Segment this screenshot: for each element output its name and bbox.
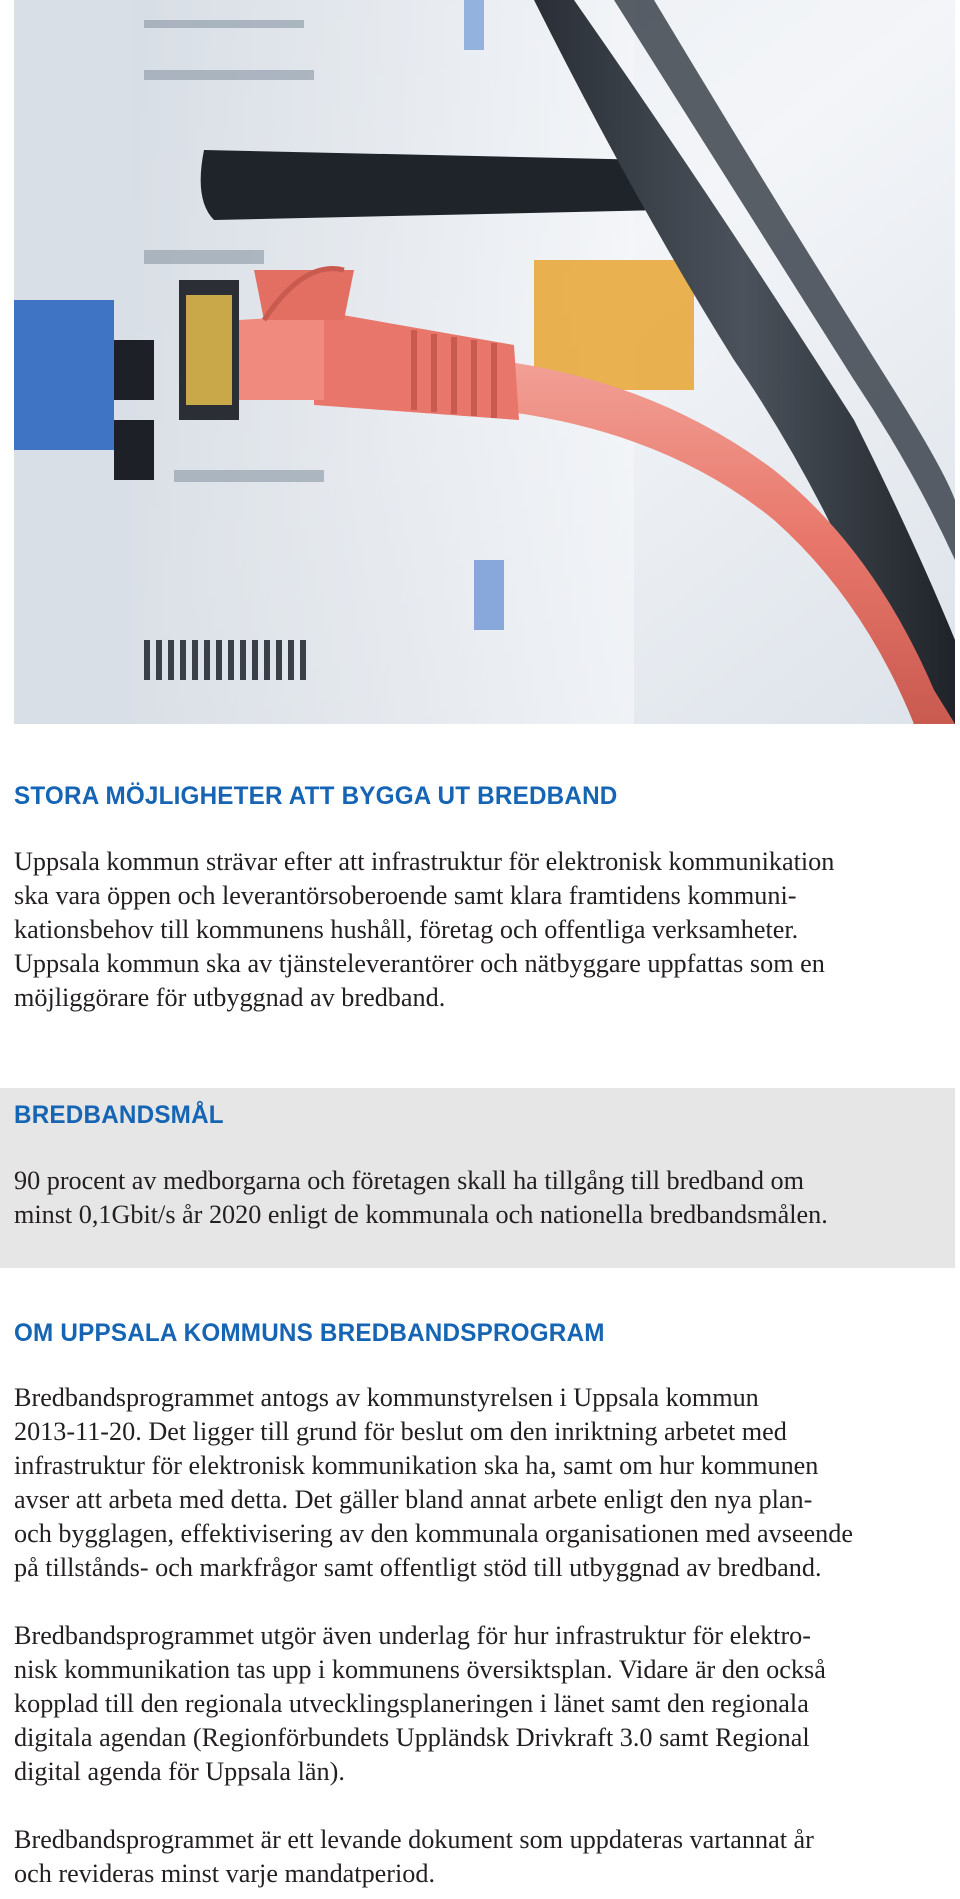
heading-goal: BREDBANDSMÅL — [14, 1101, 224, 1129]
text-line: möjliggörare för utbyggnad av bredband. — [14, 983, 446, 1012]
text-line: kationsbehov till kommunens hushåll, företag och offentliga verksamheter. — [14, 915, 799, 944]
section-goal-box — [0, 1088, 955, 1268]
paragraph-program-1 — [14, 1381, 954, 1585]
text-line: och revideras minst varje mandatperiod. — [14, 1859, 436, 1888]
text-line: avser att arbeta med detta. Det gäller bland annat arbete enligt den nya plan- — [14, 1485, 813, 1514]
text-line: Bredbandsprogrammet är ett levande dokument som uppdateras vartannat år — [14, 1825, 814, 1854]
text-line: på tillstånds- och markfrågor samt offentligt stöd till utbyggnad av bredband. — [14, 1553, 822, 1582]
text-line: 2013-11-20. Det ligger till grund för beslut om den inriktning arbetet med — [14, 1417, 787, 1446]
network-cable-photo — [14, 0, 955, 724]
heading-program: OM UPPSALA KOMMUNS BREDBANDSPROGRAM — [14, 1319, 605, 1347]
text-line: digitala agendan (Regionförbundets Uppländsk Drivkraft 3.0 samt Regional — [14, 1723, 810, 1752]
text-line: Bredbandsprogrammet antogs av kommunstyrelsen i Uppsala kommun — [14, 1383, 759, 1412]
text-line: Uppsala kommun strävar efter att infrastruktur för elektronisk kommunikation — [14, 847, 835, 876]
paragraph-goal — [14, 1164, 954, 1232]
text-line: kopplad till den regionala utvecklingsplaneringen i länet samt den regionala — [14, 1689, 809, 1718]
paragraph-program-3 — [14, 1823, 954, 1891]
paragraph-spacer — [14, 1585, 954, 1619]
text-line: Uppsala kommun ska av tjänsteleverantörer och nätbyggare uppfattas som en — [14, 949, 825, 978]
text-line: digital agenda för Uppsala län). — [14, 1757, 345, 1786]
text-line: infrastruktur för elektronisk kommunikation ska ha, samt om hur kommunen — [14, 1451, 819, 1480]
text-line: nisk kommunikation tas upp i kommunens översiktsplan. Vidare är den också — [14, 1655, 826, 1684]
heading-opportunities: STORA MÖJLIGHETER ATT BYGGA UT BREDBAND — [14, 782, 618, 810]
text-line: Bredbandsprogrammet utgör även underlag för hur infrastruktur för elektro- — [14, 1621, 811, 1650]
paragraph-opportunities — [14, 845, 954, 1015]
text-line: och bygglagen, effektivisering av den kommunala organisationen med avseende — [14, 1519, 853, 1548]
paragraph-program-2 — [14, 1619, 954, 1789]
text-line: 90 procent av medborgarna och företagen skall ha tillgång till bredband om — [14, 1166, 804, 1195]
paragraph-spacer — [14, 1789, 954, 1823]
hero-photo — [14, 0, 955, 724]
section-opportunities — [14, 782, 954, 1015]
section-program — [14, 1319, 954, 1891]
text-line: minst 0,1Gbit/s år 2020 enligt de kommunala och nationella bredbandsmålen. — [14, 1200, 828, 1229]
text-line: ska vara öppen och leverantörsoberoende samt klara framtidens kommuni- — [14, 881, 797, 910]
